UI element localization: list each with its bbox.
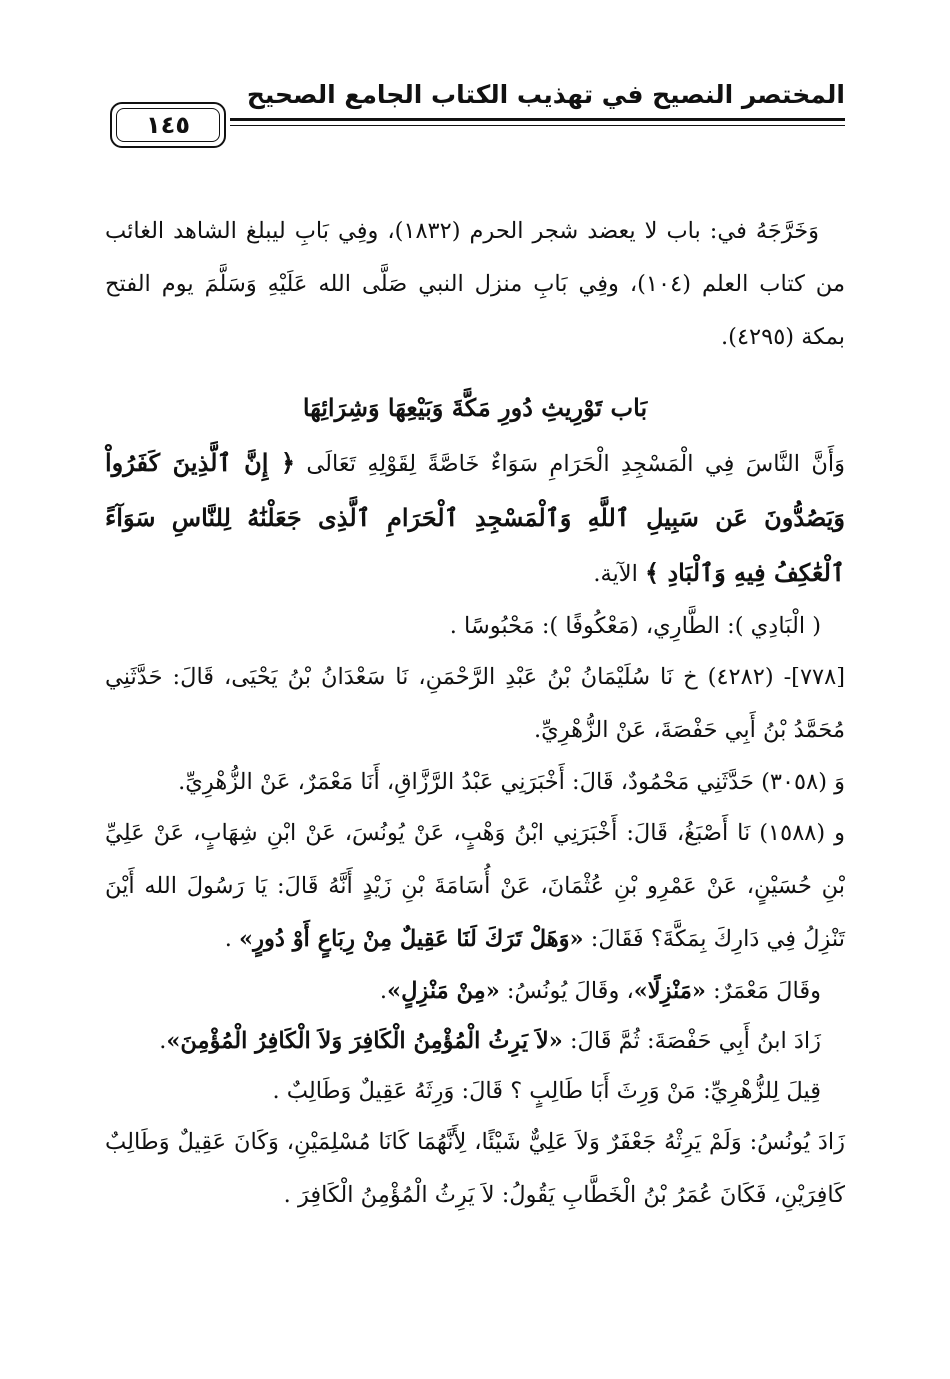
- hadith-isnad-1: [٧٧٨]- (٤٢٨٢) خ نَا سُلَيْمَانُ بْنُ عَبْدِ الرَّحْمَنِ، نَا سَعْدَانُ بْنُ يَحْيَى، قَالَ: حَدَّثَنِي مُحَمَّدُ بْنُ أَبِي حَفْصَةَ، عَنْ الزُّهْرِيِّ.: [105, 664, 846, 743]
- note-1-mid: ، وقَالَ يُونُسُ:: [499, 978, 634, 1004]
- note-ibn-abi-hafsa: [105, 1016, 845, 1066]
- note-1-quote-b: «مِنْ مَنْزِلٍ»: [387, 978, 500, 1004]
- page-number-box: [110, 102, 226, 148]
- book-title: المختصر النصيح في تهذيب الكتاب الجامع الصحيح: [246, 80, 845, 109]
- chapter-text-after: الآية.: [593, 561, 638, 587]
- chapter-title: بَاب تَوْرِيثِ دُورِ مَكَّةَ وَبَيْعِهَا وَشِرَائِهَا: [302, 393, 648, 422]
- hadith-isnad-3: [105, 807, 845, 966]
- quran-verse: ﴿ إِنَّ ٱلَّذِينَ كَفَرُواْ وَيَصُدُّونَ عَن سَبِيلِ ٱللَّهِ وَٱلْمَسْجِدِ ٱلْحَرَامِ ٱلَّذِى جَعَلْنَٰهُ لِلنَّاسِ سَوَآءً ٱلْعَٰكِفُ فِيهِ وَٱلْبَادِ ﴾: [105, 448, 845, 587]
- hadith-isnad-2: وَ (٣٠٥٨) حَدَّثَنِي مَحْمُودٌ، قَالَ: أَخْبَرَنِي عَبْدُ الرَّزَّاقِ، أَنَا مَعْمَرٌ، عَنْ الزُّهْرِيِّ.: [178, 769, 845, 795]
- hadith-quote: «وَهَلْ تَرَكَ لَنَا عَقِيلٌ مِنْ رِبَاعٍ أَوْ دُورٍ»: [239, 926, 584, 952]
- note-2-prefix: زَادَ ابنُ أَبِي حَفْصَةَ: ثُمَّ قَالَ:: [562, 1028, 821, 1054]
- isnad-3-end: .: [224, 926, 240, 952]
- page-header: [110, 72, 845, 152]
- note-2-quote: «لاَ يَرِثُ الْمُؤْمِنُ الْكَافِرَ وَلاَ الْكَافِرُ الْمُؤْمِنَ»: [166, 1028, 563, 1054]
- gloss-line: ( الْبَادِي ): الطَّارِي، (مَعْكُوفًا ): مَحْبُوسًا .: [449, 613, 821, 639]
- section-gap: [105, 364, 845, 380]
- note-1-quote-a: «مَنْزِلًا»: [633, 978, 706, 1004]
- note-mamar-yunus: [105, 966, 845, 1016]
- page-number: ١٤٥: [146, 111, 190, 139]
- isnad-3-text: و (١٥٨٨) نَا أَصْبَغُ، قَالَ: أَخْبَرَنِي ابْنُ وَهْبٍ، عَنْ يُونُسَ، عَنْ ابْنِ شِهَابٍ، عَنْ عَلِيِّ بْنِ حُسَيْنٍ، عَنْ عَمْرِو بْنِ عُثْمَانَ، عَنْ أُسَامَةَ بْنِ زَيْدٍ أَنَّهُ قَالَ: يَا رَسُولَ الله أَيْنَ تَنْزِلُ فِي دَارِكَ بِمَكَّةَ؟ فَقَالَ:: [105, 820, 846, 952]
- note-1-prefix: وقَالَ مَعْمَرٌ:: [705, 978, 821, 1004]
- intro-paragraph: وَخَرَّجَهُ في: باب لا يعضد شجر الحرم (١٨٣٢)، وفِي بَابِ ليبلغ الشاهد الغائب من كتاب العلم (١٠٤)، وفِي بَابِ منزل النبي صَلَّى الله عَلَيْهِ وَسَلَّمَ يوم الفتح بمكة (٤٢٩٥).: [105, 218, 845, 350]
- chapter-paragraph: [105, 436, 845, 601]
- note-2-suffix: .: [159, 1028, 167, 1054]
- chapter-text-before: وَأَنَّ النَّاسَ فِي الْمَسْجِدِ الْحَرَامِ سَوَاءٌ خَاصَّةً لِقَوْلِهِ تَعَالَى: [306, 451, 845, 477]
- note-1-suffix: .: [379, 978, 388, 1004]
- note-zuhri: قِيلَ لِلزُّهْرِيِّ: مَنْ وَرِثَ أَبَا طَالِبٍ ؟ قَالَ: وَرِثَهُ عَقِيلٌ وَطَالِبٌ .: [272, 1078, 821, 1104]
- note-yunus: زَادَ يُونُسُ: وَلَمْ يَرِثْهُ جَعْفَرٌ وَلاَ عَلِيٌّ شَيْئًا، لِأَنَّهُمَا كَانَا مُسْلِمَيْنِ، وَكَانَ عَقِيلٌ وَطَالِبٌ كَافِرَيْنِ، فَكَانَ عُمَرُ بْنُ الْخَطَّابِ يَقُولُ: لاَ يَرِثُ الْمُؤْمِنُ الْكَافِرَ .: [105, 1129, 845, 1208]
- header-rule-thin: [230, 125, 845, 126]
- header-rule-thick: [230, 118, 845, 121]
- page-body: [105, 205, 845, 1222]
